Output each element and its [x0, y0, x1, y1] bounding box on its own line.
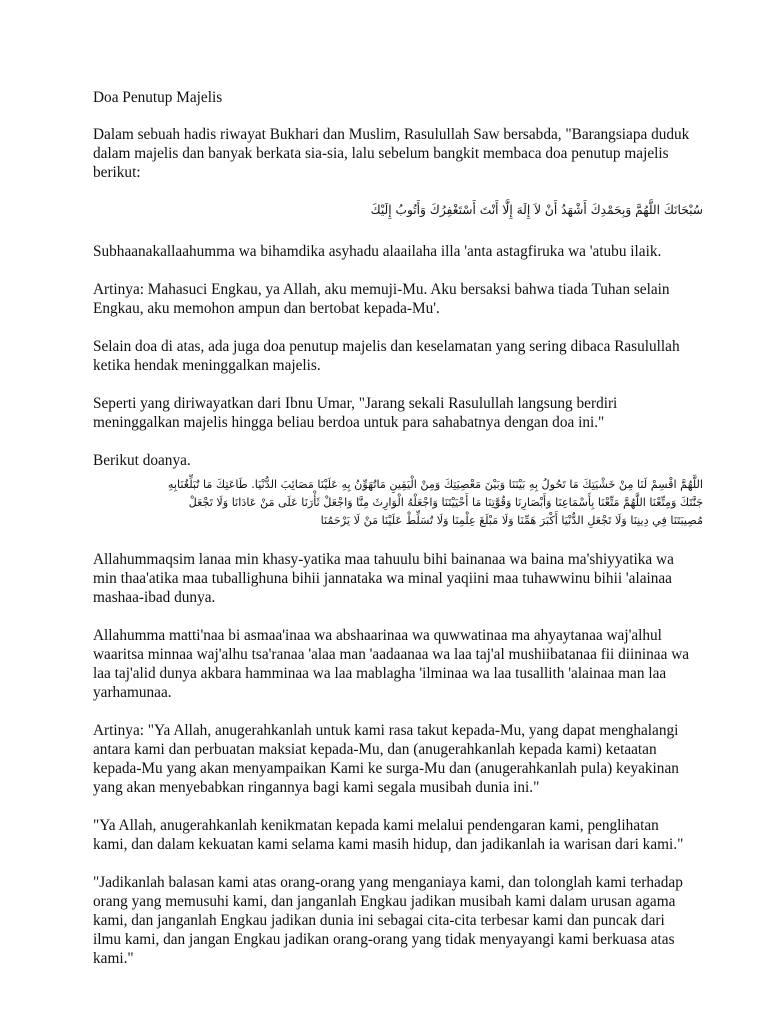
meaning-paragraph-2a: Artinya: "Ya Allah, anugerahkanlah untuk kami rasa takut kepada-Mu, yang dapat menghalangi antara kami dan perbuatan maksiat kepada-Mu, dan (anugerahkanlah kepada kami) ketaatan kepada-Mu yang akan menyampaikan Kami ke surga-Mu dan (anugerahkanlah pula) keyakinan yang akan menyebabkan ringannya bagi kami segala musibah dunia ini." [93, 722, 679, 796]
latin-transliteration-1: Subhaanakallaahumma wa bihamdika asyhadu alaailaha illa 'anta astagfiruka wa 'atubu ilaik. [93, 243, 662, 260]
berikut-paragraph: Berikut doanya. [93, 452, 191, 469]
meaning-paragraph-2b: "Ya Allah, anugerahkanlah kenikmatan kepada kami melalui pendengaran kami, penglihatan kami, dan dalam kekuatan kami selama kami masih hidup, dan jadikanlah ia warisan dari kami." [93, 817, 684, 853]
arabic-prayer-2-line: مُصِيبَتَنَا فِي دِينِنَا وَلَا تَجْعَلِ الدُّنْيَا أَكْبَرَ هَمِّنَا وَلَا مَبْلَغَ عِلْمِنَا وَلَا تُسَلِّطْ عَلَيْنَا مَنْ لَا يَرْحَمُنَا [320, 514, 703, 527]
meaning-paragraph-2c: "Jadikanlah balasan kami atas orang-orang yang menganiaya kami, dan tolonglah kami terhadap orang yang memusuhi kami, dan janganlah Engkau jadikan musibah kami dalam urusan agama kami, dan janganlah Engkau jadikan dunia ini sebagai cita-cita terbesar kami dan puncak dari ilmu kami, dan jangan Engkau jadikan orang-orang yang tidak menyayangi kami berkuasa atas kami." [93, 874, 683, 967]
intro-paragraph: Dalam sebuah hadis riwayat Bukhari dan Muslim, Rasulullah Saw bersabda, "Barangsiapa duduk dalam majelis dan banyak berkata sia-sia, lalu sebelum bangkit membaca doa penutup majelis berikut: [93, 126, 690, 181]
document-title: Doa Penutup Majelis [93, 89, 223, 106]
arabic-prayer-2-line: اللَّهُمَّ اقْسِمْ لَنَا مِنْ خَشْيَتِكَ مَا تَحُولُ بِهِ بَيْنَنَا وَبَيْنَ مَعْصِيَتِكَ وَمِنْ الْيَقِينِ مَاتُهَوِّنُ بِهِ عَلَيْنَا مَصَائِبَ الدُّنْيَا. طَاعَتِكَ مَا تُبَلِّغُنَابِهِ [167, 478, 703, 491]
arabic-prayer-2-line: جَنَّتَكَ وَمِتِّعْنَا اللَّهُمَّ مَتِّعْنَا بِأَسْمَاعِنَا وَأَبْصَارِنَا وَقُوَّتِنَا مَا أَحْيَيْتَنَا وَاجْعَلْهُ الْوَارِثَ مِنَّا وَاجْعَلْ ثَأْرَنَا عَلَى مَنْ عَادَانَا وَلَا تَجْعَلْ [188, 496, 703, 509]
arabic-prayer-2 [91, 476, 703, 530]
latin-transliteration-2b: Allahumma matti'naa bi asmaa'inaa wa abshaarinaa wa quwwatinaa ma ahyaytanaa waj'alhul waaritsa minnaa waj'alhu tsa'ranaa 'alaa man 'aadaanaa wa laa taj'al mushiibatanaa fii diininaa wa laa taj'alid dunya akbara hamminaa wa laa mablagha 'ilminaa wa laa tusallith 'alainaa man laa yarhamunaa. [93, 627, 690, 701]
document-page [93, 88, 703, 987]
arabic-prayer-1: سُبْحَانَكَ اللَّهُمَّ وَبِحَمْدِكَ أَشْهَدُ أَنْ لاَ إِلَهَ إِلَّا أَنْتَ أَسْتَغْفِرُكَ وَأَتُوبُ إِلَيْكَ [370, 203, 703, 217]
meaning-paragraph-1: Artinya: Mahasuci Engkau, ya Allah, aku memuji-Mu. Aku bersaksi bahwa tiada Tuhan selain Engkau, aku memohon ampun dan bertobat kepada-Mu'. [93, 281, 670, 317]
ibnu-umar-paragraph: Seperti yang diriwayatkan dari Ibnu Umar, "Jarang sekali Rasulullah langsung berdiri meninggalkan majelis hingga beliau berdoa untuk para sahabatnya dengan doa ini." [93, 395, 618, 431]
latin-transliteration-2a: Allahummaqsim lanaa min khasy-yatika maa tahuulu bihi bainanaa wa baina ma'shiyyatika wa min thaa'atika maa tuballighuna bihii jannataka wa minal yaqiini maa tuhawwinu bihii 'alainaa mashaa-ibad dunya. [93, 551, 674, 606]
selain-paragraph: Selain doa di atas, ada juga doa penutup majelis dan keselamatan yang sering dibaca Rasulullah ketika hendak meninggalkan majelis. [93, 338, 680, 374]
